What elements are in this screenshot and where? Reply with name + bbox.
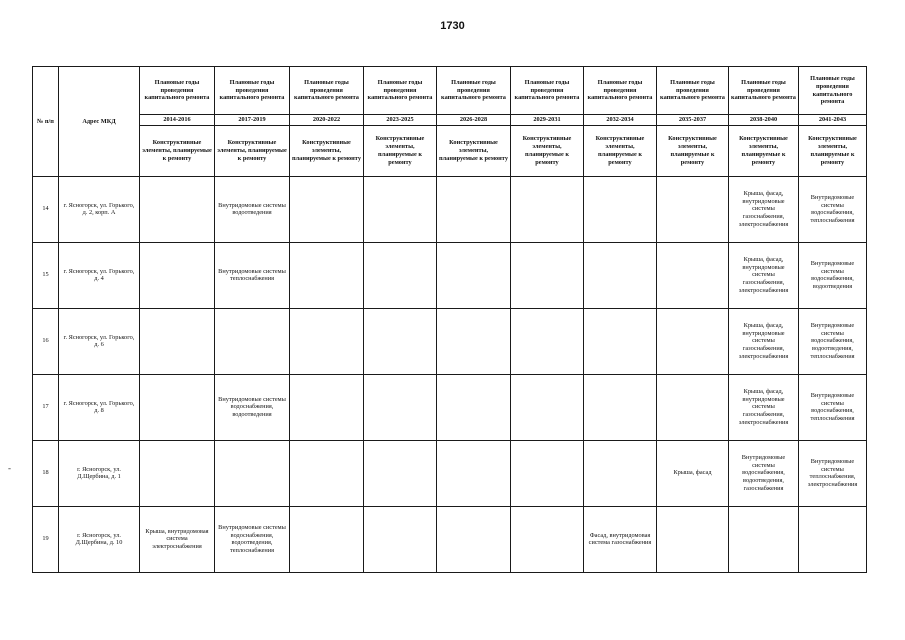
header-period-6: 2032-2034 xyxy=(584,115,657,126)
repair-cell-2029-2031 xyxy=(511,440,584,506)
repair-cell-2038-2040: Крыша, фасад, внутридомовые системы газоснабжения, электроснабжения xyxy=(729,374,799,440)
repair-cell-2014-2016 xyxy=(140,374,215,440)
repair-cell-2029-2031 xyxy=(511,242,584,308)
repair-cell-2017-2019 xyxy=(215,440,290,506)
repair-cell-2035-2037 xyxy=(657,308,729,374)
repair-cell-2038-2040 xyxy=(729,506,799,572)
repair-cell-2032-2034 xyxy=(584,374,657,440)
repair-cell-2032-2034 xyxy=(584,176,657,242)
header-plan-years-0: Плановые годы проведения капитального ремонта xyxy=(140,67,215,115)
row-address: г. Ясногорск, ул. Горького, д. 6 xyxy=(59,308,140,374)
row-address: г. Ясногорск, ул. Д.Щербина, д. 1 xyxy=(59,440,140,506)
repair-cell-2029-2031 xyxy=(511,374,584,440)
repair-cell-2014-2016: Крыша, внутридомовая система электроснабжения xyxy=(140,506,215,572)
repair-cell-2026-2028 xyxy=(437,374,511,440)
header-elements-7: Конструктивные элементы, планируемые к ремонту xyxy=(657,125,729,176)
header-elements-8: Конструктивные элементы, планируемые к ремонту xyxy=(729,125,799,176)
repair-cell-2020-2022 xyxy=(290,506,364,572)
repair-cell-2026-2028 xyxy=(437,440,511,506)
header-plan-years-8: Плановые годы проведения капитального ремонта xyxy=(729,67,799,115)
repair-cell-2014-2016 xyxy=(140,242,215,308)
repair-cell-2029-2031 xyxy=(511,176,584,242)
row-number: 18 xyxy=(33,440,59,506)
repair-cell-2014-2016 xyxy=(140,176,215,242)
repair-cell-2035-2037 xyxy=(657,176,729,242)
repair-cell-2041-2043: Внутридомовые системы водоснабжения, теплоснабжения xyxy=(799,374,867,440)
repair-cell-2023-2025 xyxy=(364,506,437,572)
repair-cell-2029-2031 xyxy=(511,308,584,374)
repair-cell-2020-2022 xyxy=(290,308,364,374)
header-plan-years-2: Плановые годы проведения капитального ремонта xyxy=(290,67,364,115)
header-period-8: 2038-2040 xyxy=(729,115,799,126)
repair-cell-2023-2025 xyxy=(364,242,437,308)
header-period-7: 2035-2037 xyxy=(657,115,729,126)
repair-cell-2014-2016 xyxy=(140,440,215,506)
row-address: г. Ясногорск, ул. Горького, д. 2, корп. А xyxy=(59,176,140,242)
repair-cell-2026-2028 xyxy=(437,506,511,572)
header-plan-years-9: Плановые годы проведения капитального ремонта xyxy=(799,67,867,115)
table-row xyxy=(33,176,867,242)
table-row xyxy=(33,506,867,572)
header-elements-4: Конструктивные элементы, планируемые к ремонту xyxy=(437,125,511,176)
header-period-1: 2017-2019 xyxy=(215,115,290,126)
header-period-3: 2023-2025 xyxy=(364,115,437,126)
header-period-9: 2041-2043 xyxy=(799,115,867,126)
repair-cell-2038-2040: Крыша, фасад, внутридомовые системы газоснабжения, электроснабжения xyxy=(729,308,799,374)
row-number: 14 xyxy=(33,176,59,242)
repair-cell-2020-2022 xyxy=(290,374,364,440)
repair-cell-2032-2034: Фасад, внутридомовая система газоснабжения xyxy=(584,506,657,572)
repair-cell-2014-2016 xyxy=(140,308,215,374)
page-number: 1730 xyxy=(440,20,465,32)
repair-cell-2020-2022 xyxy=(290,440,364,506)
header-elements-5: Конструктивные элементы, планируемые к ремонту xyxy=(511,125,584,176)
repair-cell-2035-2037 xyxy=(657,506,729,572)
repair-cell-2041-2043: Внутридомовые системы водоснабжения, теплоснабжения xyxy=(799,176,867,242)
repair-cell-2041-2043: Внутридомовые системы водоснабжения, водоотведения, теплоснабжения xyxy=(799,308,867,374)
repair-cell-2020-2022 xyxy=(290,242,364,308)
repair-cell-2017-2019: Внутридомовые системы водоснабжения, водоотведения, теплоснабжения xyxy=(215,506,290,572)
header-elements-6: Конструктивные элементы, планируемые к ремонту xyxy=(584,125,657,176)
scan-mark: - xyxy=(8,463,11,473)
repair-cell-2041-2043 xyxy=(799,506,867,572)
header-period-4: 2026-2028 xyxy=(437,115,511,126)
header-period-2: 2020-2022 xyxy=(290,115,364,126)
table-row xyxy=(33,242,867,308)
repair-cell-2035-2037 xyxy=(657,242,729,308)
repair-cell-2026-2028 xyxy=(437,242,511,308)
row-number: 17 xyxy=(33,374,59,440)
repair-cell-2029-2031 xyxy=(511,506,584,572)
repair-cell-2023-2025 xyxy=(364,374,437,440)
header-plan-years-5: Плановые годы проведения капитального ремонта xyxy=(511,67,584,115)
header-num: № п/п xyxy=(33,67,59,177)
header-plan-years-7: Плановые годы проведения капитального ремонта xyxy=(657,67,729,115)
repair-cell-2023-2025 xyxy=(364,176,437,242)
repair-cell-2041-2043: Внутридомовые системы теплоснабжения, электроснабжения xyxy=(799,440,867,506)
repair-cell-2017-2019: Внутридомовые системы водоснабжения, водоотведения xyxy=(215,374,290,440)
repair-cell-2038-2040: Крыша, фасад, внутридомовые системы газоснабжения, электроснабжения xyxy=(729,242,799,308)
repair-cell-2038-2040: Внутридомовые системы водоснабжения, водоотведения, газоснабжения xyxy=(729,440,799,506)
repair-cell-2020-2022 xyxy=(290,176,364,242)
row-address: г. Ясногорск, ул. Д.Щербина, д. 10 xyxy=(59,506,140,572)
repair-cell-2035-2037: Крыша, фасад xyxy=(657,440,729,506)
repair-cell-2032-2034 xyxy=(584,308,657,374)
repair-cell-2017-2019: Внутридомовые системы водоотведения xyxy=(215,176,290,242)
repair-cell-2023-2025 xyxy=(364,440,437,506)
repair-cell-2032-2034 xyxy=(584,440,657,506)
table-row xyxy=(33,374,867,440)
header-plan-years-1: Плановые годы проведения капитального ремонта xyxy=(215,67,290,115)
header-elements-9: Конструктивные элементы, планируемые к ремонту xyxy=(799,125,867,176)
repair-cell-2017-2019: Внутридомовые системы теплоснабжения xyxy=(215,242,290,308)
header-period-5: 2029-2031 xyxy=(511,115,584,126)
repair-cell-2041-2043: Внутридомовые системы водоснабжения, водоотведения xyxy=(799,242,867,308)
repair-cell-2023-2025 xyxy=(364,308,437,374)
repair-cell-2026-2028 xyxy=(437,176,511,242)
row-number: 16 xyxy=(33,308,59,374)
header-plan-years-3: Плановые годы проведения капитального ремонта xyxy=(364,67,437,115)
repair-cell-2032-2034 xyxy=(584,242,657,308)
header-address: Адрес МКД xyxy=(59,67,140,177)
header-plan-years-4: Плановые годы проведения капитального ремонта xyxy=(437,67,511,115)
repair-cell-2035-2037 xyxy=(657,374,729,440)
capital-repair-plan-table xyxy=(32,66,867,573)
header-period-0: 2014-2016 xyxy=(140,115,215,126)
header-plan-years-6: Плановые годы проведения капитального ремонта xyxy=(584,67,657,115)
header-elements-0: Конструктивные элементы, планируемые к ремонту xyxy=(140,125,215,176)
repair-cell-2017-2019 xyxy=(215,308,290,374)
repair-cell-2038-2040: Крыша, фасад, внутридомовые системы газоснабжения, электроснабжения xyxy=(729,176,799,242)
table-row xyxy=(33,308,867,374)
row-address: г. Ясногорск, ул. Горького, д. 8 xyxy=(59,374,140,440)
header-elements-1: Конструктивные элементы, планируемые к ремонту xyxy=(215,125,290,176)
header-elements-3: Конструктивные элементы, планируемые к ремонту xyxy=(364,125,437,176)
repair-cell-2026-2028 xyxy=(437,308,511,374)
row-number: 15 xyxy=(33,242,59,308)
table-row xyxy=(33,440,867,506)
row-number: 19 xyxy=(33,506,59,572)
header-elements-2: Конструктивные элементы, планируемые к ремонту xyxy=(290,125,364,176)
row-address: г. Ясногорск, ул. Горького, д. 4 xyxy=(59,242,140,308)
